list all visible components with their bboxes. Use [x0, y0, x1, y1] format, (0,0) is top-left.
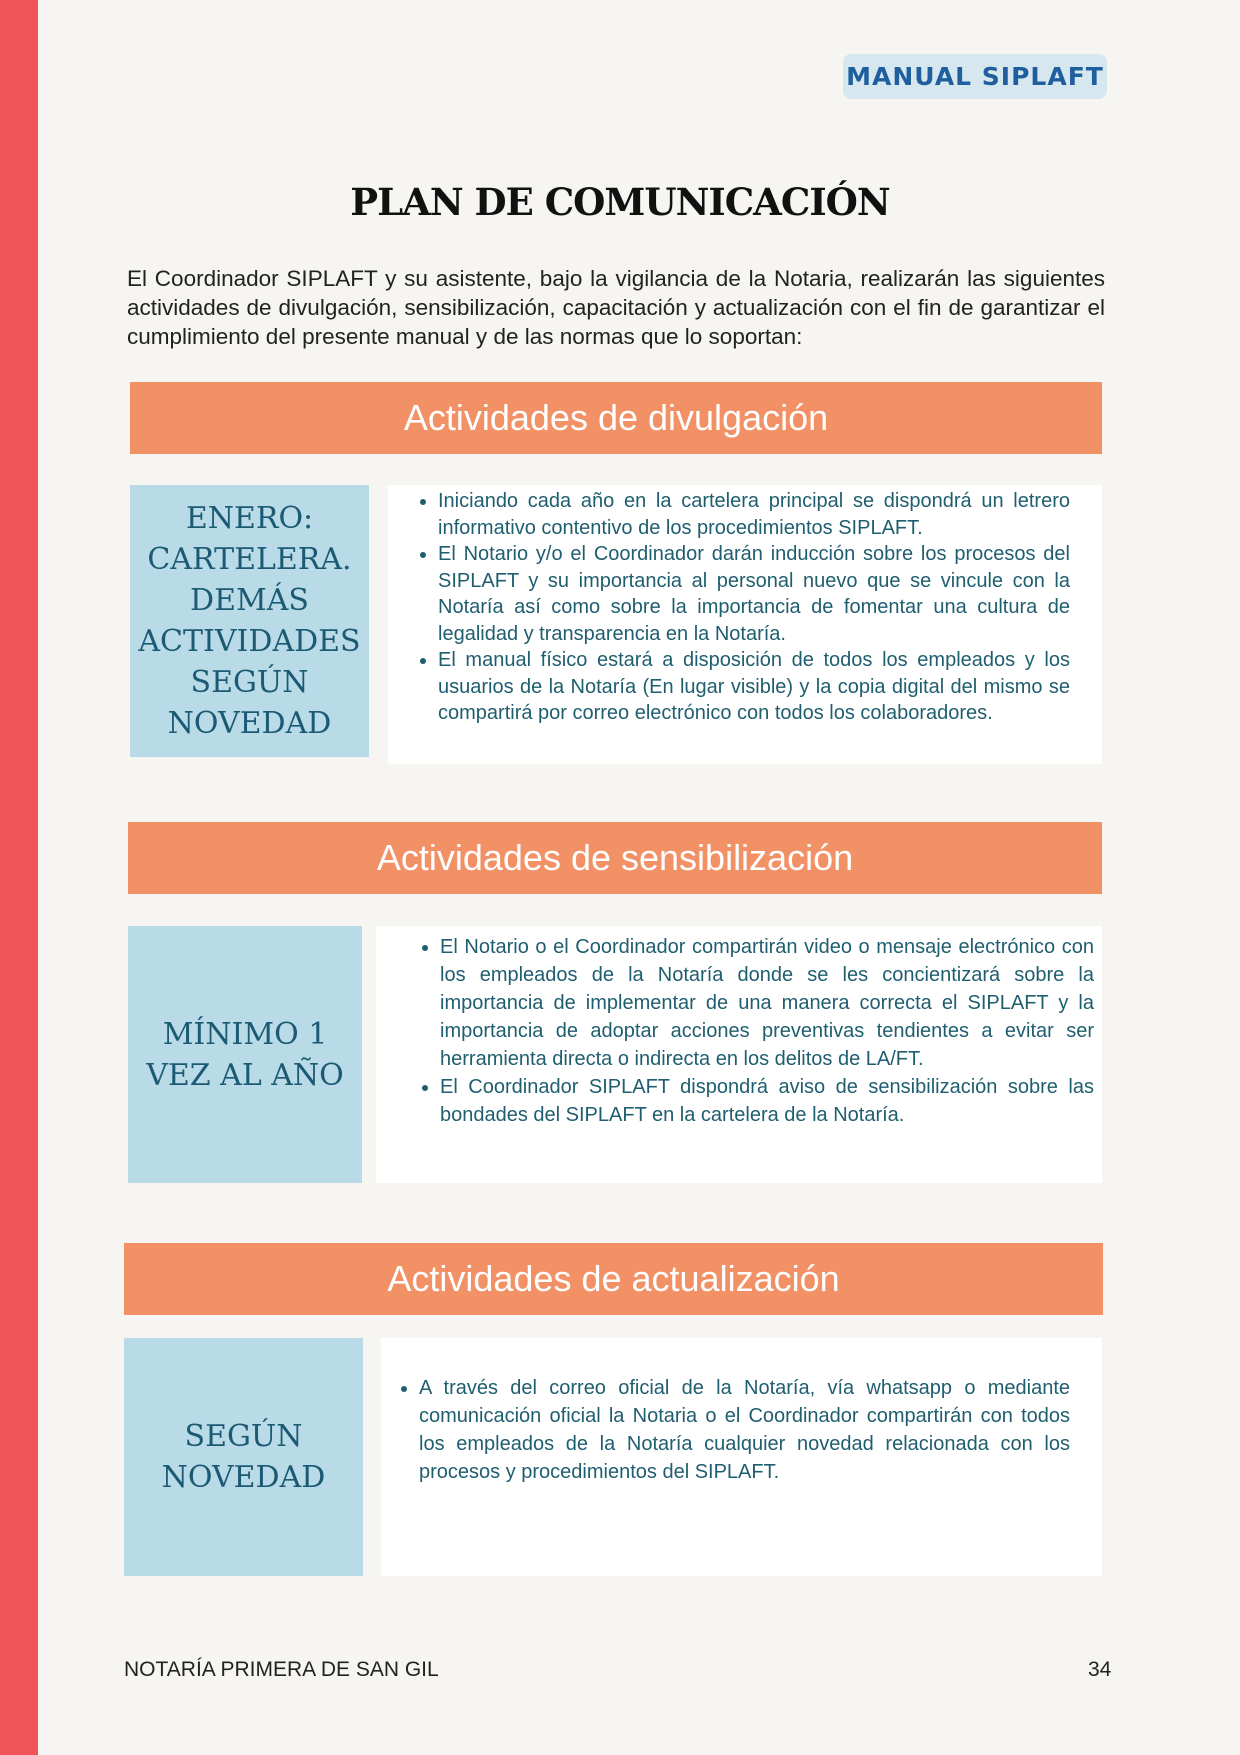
section-header-actualizacion — [124, 1243, 1103, 1315]
activities-box-divulgacion — [388, 485, 1102, 764]
frequency-box-divulgacion — [130, 485, 369, 757]
frequency-text: SEGÚN NOVEDAD — [161, 1419, 326, 1495]
list-item: • El Notario o el Coordinador compartirán video o mensaje electrónico con los empleados de la Notaría donde se les concientizará sobre la importancia de implementar de una manera correcta el SIPLAFT y la importancia de adoptar acciones preventivas tendientes a evitar ser herramienta directa o indirecta en los delitos de LA/FT. — [440, 933, 1094, 1073]
activities-list — [406, 488, 1070, 727]
activities-list — [408, 933, 1094, 1129]
footer-organization: NOTARÍA PRIMERA DE SAN GIL — [124, 1658, 439, 1681]
activities-list — [387, 1374, 1070, 1486]
section-header-sensibilizacion — [128, 822, 1102, 894]
list-item: • El Notario y/o el Coordinador darán inducción sobre los procesos del SIPLAFT y su importancia al personal nuevo que se vincule con la Notaría así como sobre la importancia de fomentar una cultura de legalidad y transparencia en la Notaría. — [438, 541, 1070, 647]
list-item: • El Coordinador SIPLAFT dispondrá aviso de sensibilización sobre las bondades del SIPLAFT en la cartelera de la Notaría. — [440, 1073, 1094, 1129]
section-heading: Actividades de actualización — [387, 1258, 840, 1299]
section-header-divulgacion — [130, 382, 1102, 454]
list-item: • A través del correo oficial de la Notaría, vía whatsapp o mediante comunicación oficial la Notaria o el Coordinador compartirán con todos los empleados de la Notaría cualquier novedad relacionada con los procesos y procedimientos del SIPLAFT. — [419, 1374, 1070, 1486]
section-heading: Actividades de sensibilización — [376, 837, 854, 878]
intro-paragraph: El Coordinador SIPLAFT y su asistente, bajo la vigilancia de la Notaria, realizarán las siguientes actividades de divulgación, sensibilización, capacitación y actualización con el fin de garantizar el cumplimiento del presente manual y de las normas que lo soportan: — [127, 266, 1105, 349]
side-accent-bar — [0, 0, 38, 1755]
list-item: • Iniciando cada año en la cartelera principal se dispondrá un letrero informativo contentivo de los procedimientos SIPLAFT. — [438, 488, 1070, 541]
frequency-text: ENERO: CARTELERA. DEMÁS ACTIVIDADES SEGÚN NOVEDAD — [138, 501, 361, 741]
frequency-box-sensibilizacion — [128, 926, 362, 1183]
page-title: PLAN DE COMUNICACIÓN — [350, 180, 890, 224]
page-number: 34 — [1088, 1658, 1112, 1681]
activities-box-sensibilizacion — [376, 926, 1102, 1183]
list-item: • El manual físico estará a disposición de todos los empleados y los usuarios de la Notaría (En lugar visible) y la copia digital del mismo se compartirá por correo electrónico con todos los colaboradores. — [438, 647, 1070, 727]
frequency-text: MÍNIMO 1 VEZ AL AÑO — [146, 1016, 344, 1093]
manual-badge: MANUAL SIPLAFT — [843, 54, 1107, 99]
frequency-box-actualizacion — [124, 1338, 363, 1576]
section-heading: Actividades de divulgación — [403, 397, 829, 438]
activities-box-actualizacion — [381, 1338, 1102, 1576]
